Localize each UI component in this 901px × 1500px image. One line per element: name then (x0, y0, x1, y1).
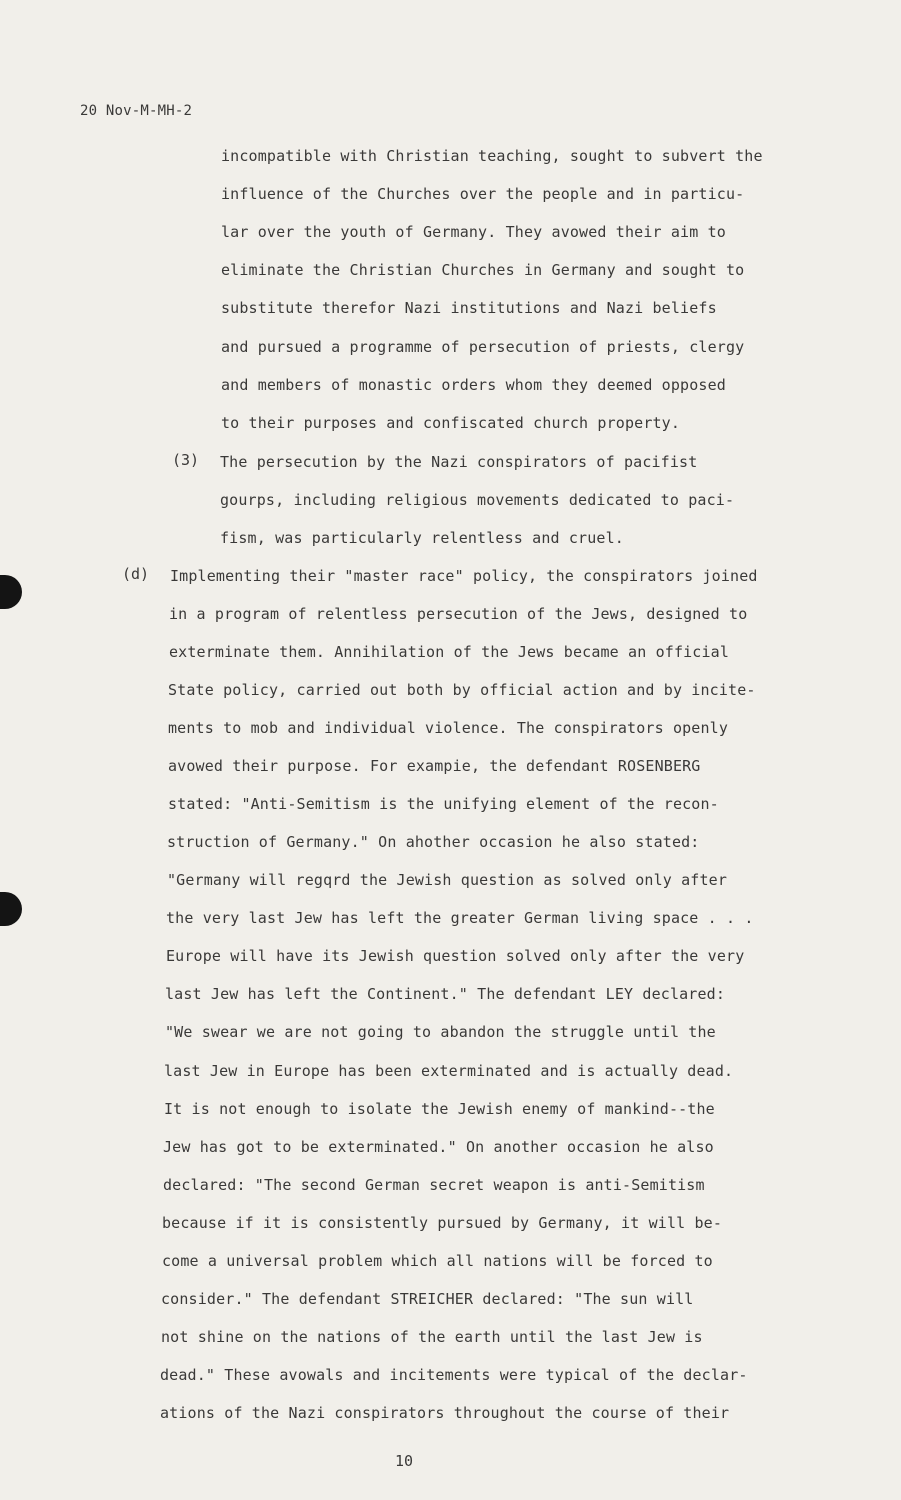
punch-hole (0, 575, 22, 609)
page-reference: 20 Nov-M-MH-2 (80, 103, 193, 119)
text-line: exterminate them. Annihilation of the Jews became an official (169, 643, 730, 661)
text-line: "We swear we are not going to abandon the struggle until the (165, 1023, 716, 1041)
text-line: avowed their purpose. For exampie, the defendant ROSENBERG (168, 757, 701, 775)
text-line: and members of monastic orders whom they deemed opposed (221, 376, 726, 394)
text-line: gourps, including religious movements dedicated to paci- (220, 491, 735, 509)
text-line: lar over the youth of Germany. They avowed their aim to (221, 223, 726, 241)
text-line: stated: "Anti-Semitism is the unifying element of the recon- (168, 795, 719, 813)
text-line: incompatible with Christian teaching, sought to subvert the (221, 147, 763, 165)
text-line: substitute therefor Nazi institutions and Nazi beliefs (221, 299, 717, 317)
text-line: ments to mob and individual violence. The conspirators openly (168, 719, 729, 737)
text-line: and pursued a programme of persecution of priests, clergy (221, 338, 745, 356)
text-line: influence of the Churches over the people and in particu- (221, 185, 745, 203)
punch-hole (0, 892, 22, 926)
item-marker-3: (3) (172, 451, 200, 469)
text-line: come a universal problem which all nations will be forced to (162, 1252, 713, 1270)
text-line: ations of the Nazi conspirators throughout the course of their (160, 1404, 730, 1422)
text-line: declared: "The second German secret weapon is anti-Semitism (163, 1176, 705, 1194)
text-line: dead." These avowals and incitements were typical of the declar- (160, 1366, 748, 1384)
text-line: Implementing their "master race" policy, the conspirators joined (170, 567, 758, 585)
page-number: 10 (395, 1452, 414, 1470)
text-line: fism, was particularly relentless and cruel. (220, 529, 624, 547)
text-line: State policy, carried out both by official action and by incite- (168, 681, 756, 699)
text-line: The persecution by the Nazi conspirators of pacifist (220, 453, 698, 471)
text-line: the very last Jew has left the greater German living space . . . (166, 909, 754, 927)
text-line: to their purposes and confiscated church property. (221, 414, 681, 432)
text-line: Europe will have its Jewish question solved only after the very (166, 947, 745, 965)
text-line: "Germany will regqrd the Jewish question as solved only after (167, 871, 728, 889)
text-line: consider." The defendant STREICHER declared: "The sun will (161, 1290, 694, 1308)
text-line: It is not enough to isolate the Jewish enemy of mankind--the (164, 1100, 715, 1118)
text-line: because if it is consistently pursued by Germany, it will be- (162, 1214, 723, 1232)
text-line: Jew has got to be exterminated." On another occasion he also (163, 1138, 714, 1156)
text-line: struction of Germany." On ahother occasion he also stated: (167, 833, 700, 851)
text-line: eliminate the Christian Churches in Germany and sought to (221, 261, 745, 279)
text-line: in a program of relentless persecution of the Jews, designed to (169, 605, 748, 623)
text-line: last Jew in Europe has been exterminated and is actually dead. (164, 1062, 734, 1080)
text-line: last Jew has left the Continent." The defendant LEY declared: (165, 985, 726, 1003)
text-line: not shine on the nations of the earth until the last Jew is (161, 1328, 703, 1346)
item-marker-d: (d) (122, 565, 150, 583)
